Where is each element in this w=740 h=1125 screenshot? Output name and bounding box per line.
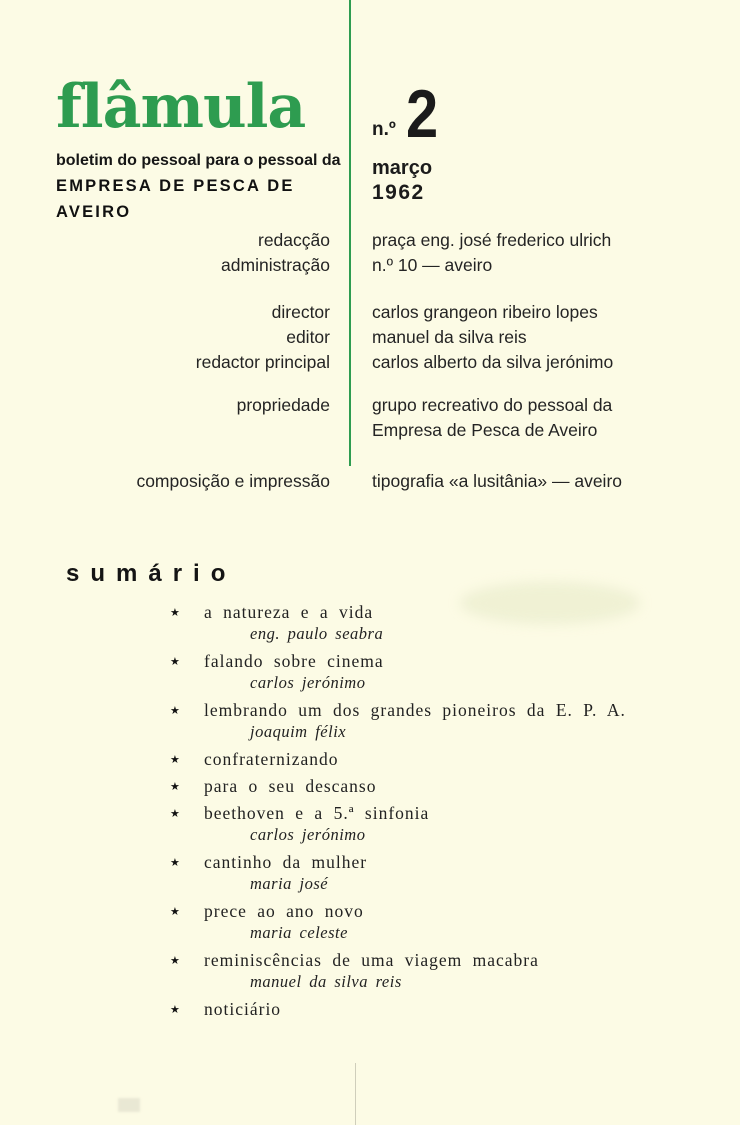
- imprint-labels: [0, 300, 330, 375]
- imprint-values: [330, 228, 611, 278]
- imprint-value: manuel da silva reis: [372, 327, 527, 347]
- star-bullet-icon: ★: [170, 655, 180, 668]
- summary-item: [170, 775, 710, 797]
- issue-number-line: [372, 76, 444, 152]
- summary-item: [170, 699, 710, 743]
- imprint-label: editor: [286, 327, 330, 347]
- article-title: confraternizando: [204, 749, 339, 769]
- star-bullet-icon: ★: [170, 753, 180, 766]
- imprint-value: carlos grangeon ribeiro lopes: [372, 302, 598, 322]
- star-bullet-icon: ★: [170, 704, 180, 717]
- imprint-value: Empresa de Pesca de Aveiro: [372, 420, 598, 440]
- imprint-labels: [0, 393, 330, 443]
- article-title: a natureza e a vida: [204, 602, 374, 622]
- imprint-labels: [0, 469, 330, 494]
- imprint-label: composição e impressão: [136, 471, 330, 491]
- star-bullet-icon: ★: [170, 856, 180, 869]
- star-bullet-icon: ★: [170, 807, 180, 820]
- imprint-label: redacção: [258, 230, 330, 250]
- imprint-row-redaccao: [0, 228, 740, 278]
- imprint-value: n.º 10 — aveiro: [372, 255, 493, 275]
- masthead: [56, 70, 341, 225]
- imprint-label: propriedade: [236, 395, 330, 415]
- issue-number: 2: [405, 76, 438, 152]
- imprint-row-propriedade: [0, 393, 740, 443]
- article-author: maria celeste: [250, 923, 348, 942]
- article-author: manuel da silva reis: [250, 972, 402, 991]
- article-title: reminiscências de uma viagem macabra: [204, 950, 539, 970]
- imprint-value: grupo recreativo do pessoal da: [372, 395, 613, 415]
- summary-item: [170, 748, 710, 770]
- imprint-block: [0, 228, 740, 494]
- masthead-organization: EMPRESA DE PESCA DE AVEIRO: [56, 177, 295, 221]
- article-title: prece ao ano novo: [204, 901, 364, 921]
- imprint-label: director: [271, 302, 330, 322]
- article-author: joaquim félix: [250, 722, 347, 741]
- imprint-label: administração: [221, 255, 330, 275]
- issue-year: 1962: [372, 181, 425, 204]
- summary-item: [170, 998, 710, 1020]
- star-bullet-icon: ★: [170, 954, 180, 967]
- summary-item: [170, 802, 710, 846]
- bottom-fold-line: [355, 1063, 356, 1125]
- issue-month: março: [372, 157, 433, 179]
- article-title: cantinho da mulher: [204, 852, 368, 872]
- summary-item: [170, 900, 710, 944]
- issue-prefix: n.º: [372, 119, 396, 140]
- star-bullet-icon: ★: [170, 905, 180, 918]
- article-author: eng. paulo seabra: [250, 624, 384, 643]
- article-title: falando sobre cinema: [204, 651, 384, 671]
- summary-item: [170, 650, 710, 694]
- print-smudge: [460, 582, 640, 624]
- magazine-title: flâmula: [56, 72, 306, 142]
- summary-item: [170, 851, 710, 895]
- imprint-value: praça eng. josé frederico ulrich: [372, 230, 612, 250]
- article-author: carlos jerónimo: [250, 825, 366, 844]
- summary-heading: sumário: [66, 560, 237, 587]
- imprint-value: carlos alberto da silva jerónimo: [372, 352, 614, 372]
- imprint-label: redactor principal: [195, 352, 330, 372]
- imprint-row-composicao: [0, 469, 740, 494]
- print-mark: [118, 1098, 140, 1112]
- star-bullet-icon: ★: [170, 1003, 180, 1016]
- summary-item: [170, 949, 710, 993]
- issue-block: [372, 76, 444, 206]
- imprint-value: tipografia «a lusitânia» — aveiro: [372, 471, 623, 491]
- article-title: para o seu descanso: [204, 776, 377, 796]
- article-title: lembrando um dos grandes pioneiros da E. P. A.: [204, 700, 626, 720]
- masthead-subtitle: boletim do pessoal para o pessoal da: [56, 152, 341, 169]
- imprint-row-director: [0, 300, 740, 375]
- article-title: noticiário: [204, 999, 282, 1019]
- article-title: beethoven e a 5.ª sinfonia: [204, 803, 430, 823]
- article-author: carlos jerónimo: [250, 673, 366, 692]
- imprint-values: [330, 300, 613, 375]
- imprint-values: [330, 393, 612, 443]
- star-bullet-icon: ★: [170, 780, 180, 793]
- summary-list: [170, 601, 710, 1025]
- article-author: maria josé: [250, 874, 329, 893]
- imprint-values: [330, 469, 622, 494]
- imprint-labels: [0, 228, 330, 278]
- star-bullet-icon: ★: [170, 606, 180, 619]
